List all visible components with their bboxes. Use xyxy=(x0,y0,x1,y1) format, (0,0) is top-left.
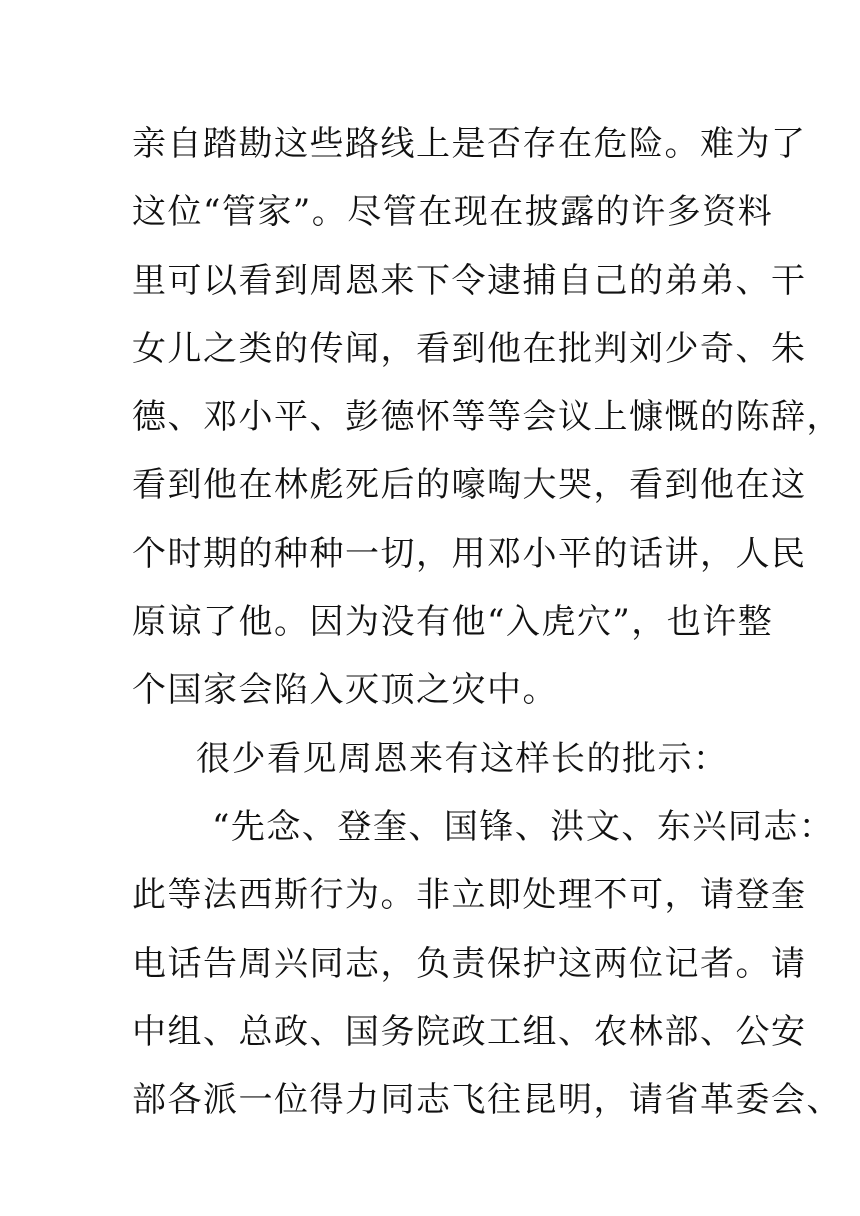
text-line-8: 原谅了他。因为没有他“入虎穴”，也许整 xyxy=(132,602,774,643)
text-line-5: 德、邓小平、彭德怀等等会议上慷慨的陈辞， xyxy=(132,397,842,438)
text-line-9: 个国家会陷入灭顶之灾中。 xyxy=(132,670,558,711)
text-line-12: 此等法西斯行为。非立即处理不可，请登奎 xyxy=(132,875,807,916)
text-line-7: 个时期的种种一切，用邓小平的话讲，人民 xyxy=(132,533,807,574)
text-line-2: 这位“管家”。尽管在现在披露的许多资料 xyxy=(132,192,774,233)
quote-start-line: “先念、登奎、国锋、洪文、东兴同志： xyxy=(212,806,835,847)
paragraph-start-line: 很少看见周恩来有这样长的批示： xyxy=(196,738,729,779)
body-text xyxy=(132,110,842,1134)
text-line-14: 中组、总政、国务院政工组、农林部、公安 xyxy=(132,1011,807,1052)
text-line-6: 看到他在林彪死后的嚎啕大哭，看到他在这 xyxy=(132,465,807,506)
text-line-3: 里可以看到周恩来下令逮捕自己的弟弟、干 xyxy=(132,260,807,301)
text-line-13: 电话告周兴同志，负责保护这两位记者。请 xyxy=(132,943,807,984)
text-line-15: 部各派一位得力同志飞往昆明，请省革委会、 xyxy=(132,1080,842,1121)
text-line-1: 亲自踏勘这些路线上是否存在危险。难为了 xyxy=(132,124,807,164)
text-line-4: 女儿之类的传闻，看到他在批判刘少奇、朱 xyxy=(132,328,807,369)
